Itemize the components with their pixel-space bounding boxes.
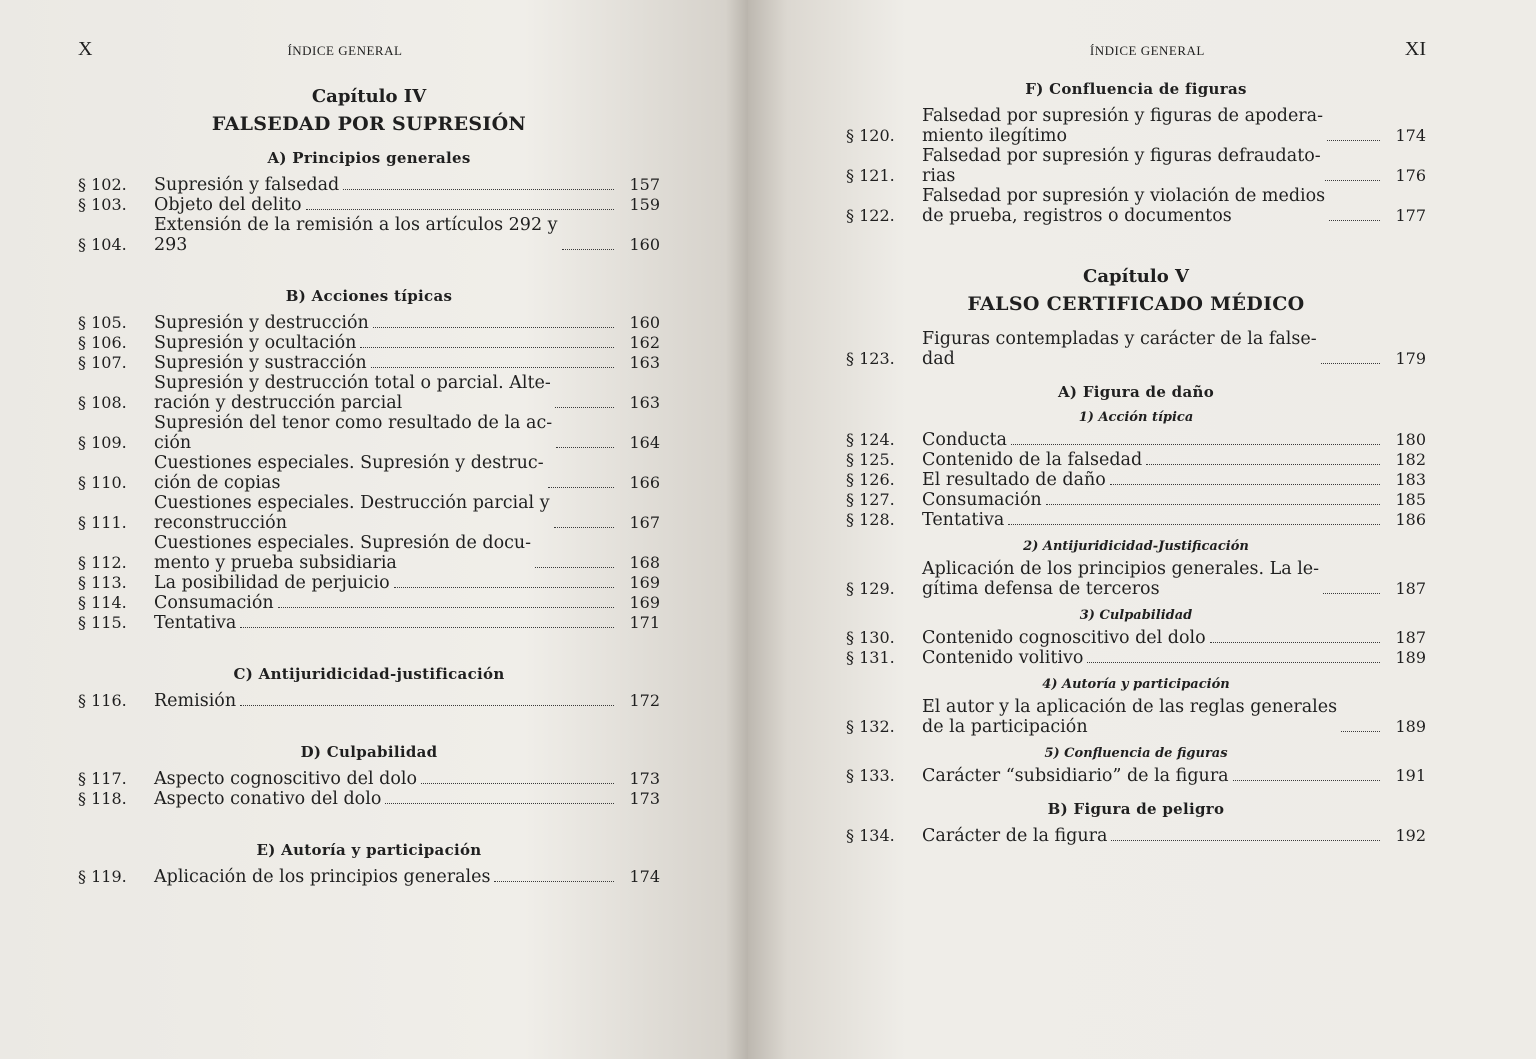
entry-title: Conducta	[922, 430, 1007, 450]
entry-title: Cuestiones especiales. Supresión de docu- mento y prueba subsidiaria	[154, 533, 532, 573]
section-heading: B) Acciones típicas	[285, 287, 453, 305]
dot-leader	[1046, 504, 1380, 505]
page-number: 177	[1395, 206, 1426, 225]
section-heading: D) Culpabilidad	[300, 743, 438, 761]
section-number: § 112.	[78, 553, 127, 572]
section-number: § 125.	[846, 450, 895, 469]
dot-leader	[240, 627, 614, 628]
entry-title: Aplicación de los principios generales	[154, 867, 491, 887]
page-number: 160	[629, 313, 660, 332]
entry-title: Supresión y ocultación	[154, 333, 357, 353]
entry-body	[922, 430, 1384, 450]
section-number: § 106.	[78, 333, 127, 352]
toc-entry	[846, 329, 1426, 369]
toc-entry	[846, 826, 1426, 846]
section-gap	[78, 809, 660, 827]
entry-body	[922, 470, 1384, 490]
subsection-heading: 5) Confluencia de figuras	[1044, 746, 1228, 761]
entry-body	[154, 789, 618, 809]
section-a-subsections	[846, 410, 1426, 786]
dot-leader	[1111, 840, 1380, 841]
dot-leader	[556, 447, 614, 448]
entry-title: Supresión y destrucción	[154, 313, 369, 333]
toc-entry	[78, 691, 660, 711]
section-number: § 131.	[846, 648, 895, 667]
entry-title: Aspecto conativo del dolo	[154, 789, 382, 809]
entry-body	[922, 766, 1384, 786]
toc-entry	[846, 628, 1426, 648]
entry-title: Cuestiones especiales. Destrucción parcial y reconstrucción	[154, 493, 550, 533]
entry-title: Consumación	[154, 593, 274, 613]
folio-left: X	[78, 38, 93, 60]
entry-title: Falsedad por supresión y figuras de apodera- miento ilegítimo	[922, 106, 1324, 146]
toc-entry	[78, 353, 660, 373]
section-number: § 102.	[78, 175, 127, 194]
dot-leader	[343, 189, 614, 190]
page-number: 168	[629, 553, 660, 572]
section-number: § 132.	[846, 717, 895, 736]
entry-title: Falsedad por supresión y figuras defraudato- rias	[922, 146, 1321, 186]
page-number: 164	[629, 433, 660, 452]
dot-leader	[385, 803, 614, 804]
entry-title: Carácter “subsidiario” de la figura	[922, 766, 1229, 786]
entry-body	[154, 867, 618, 887]
toc-entry	[78, 333, 660, 353]
section-b-entries	[846, 826, 1426, 846]
subsection-heading: 1) Acción típica	[1078, 410, 1194, 425]
section-number: § 129.	[846, 579, 895, 598]
entry-body	[154, 313, 618, 333]
entry-body	[154, 493, 618, 533]
entry-body	[154, 573, 618, 593]
dot-leader	[1329, 220, 1380, 221]
section-heading: B) Figura de peligro	[1047, 800, 1225, 818]
entry-body	[154, 533, 618, 573]
toc-entry	[846, 470, 1426, 490]
page-number: 182	[1395, 450, 1426, 469]
entry-title: Objeto del delito	[154, 195, 302, 215]
entry-body	[922, 510, 1384, 530]
page-number: 169	[629, 593, 660, 612]
entry-title: Contenido cognoscitivo del dolo	[922, 628, 1206, 648]
page-number: 187	[1395, 579, 1426, 598]
section-number: § 130.	[846, 628, 895, 647]
dot-leader	[548, 487, 614, 488]
toc-entry	[78, 493, 660, 533]
page-number: 189	[1395, 648, 1426, 667]
toc-entry	[846, 146, 1426, 186]
section-number: § 105.	[78, 313, 127, 332]
section-heading: A) Figura de daño	[1057, 383, 1214, 401]
section-number: § 121.	[846, 166, 895, 185]
subsection-heading: 3) Culpabilidad	[1079, 608, 1193, 623]
toc-entry	[78, 215, 660, 255]
dot-leader	[1327, 140, 1380, 141]
section-number: § 119.	[78, 867, 127, 886]
toc-entry	[846, 648, 1426, 668]
entry-body	[922, 697, 1384, 737]
section-number: § 118.	[78, 789, 127, 808]
section-gap	[78, 255, 660, 273]
entry-title: Consumación	[922, 490, 1042, 510]
page-number: 180	[1395, 430, 1426, 449]
entry-body	[154, 593, 618, 613]
dot-leader	[371, 367, 614, 368]
entry-title: Tentativa	[922, 510, 1005, 530]
section-heading: E) Autoría y participación	[256, 841, 482, 859]
toc-entry	[78, 313, 660, 333]
entry-body	[922, 826, 1384, 846]
dot-leader	[1210, 642, 1380, 643]
dot-leader	[421, 783, 614, 784]
entry-title: Remisión	[154, 691, 237, 711]
page-number: 163	[629, 393, 660, 412]
entry-title: Extensión de la remisión a los artículos 292 y 293	[154, 215, 558, 255]
page-number: 173	[629, 789, 660, 808]
entry-body	[922, 186, 1384, 226]
toc-entry	[846, 697, 1426, 737]
entry-body	[922, 450, 1384, 470]
chapter-label: Capítulo V	[1083, 266, 1189, 287]
entry-title: Falsedad por supresión y violación de medios de prueba, registros o documentos	[922, 186, 1326, 226]
right-page	[748, 0, 1536, 1059]
section-f-entries	[846, 106, 1426, 226]
dot-leader	[1110, 484, 1380, 485]
toc-entry	[846, 186, 1426, 226]
section-heading: C) Antijuridicidad-justificación	[233, 665, 505, 683]
entry-body	[922, 648, 1384, 668]
dot-leader	[306, 209, 614, 210]
toc-entry	[846, 766, 1426, 786]
toc-entry	[78, 867, 660, 887]
section-number: § 103.	[78, 195, 127, 214]
dot-leader	[373, 327, 614, 328]
section-number: § 122.	[846, 206, 895, 225]
page-number: 191	[1395, 766, 1426, 785]
intro-entry	[846, 329, 1426, 369]
toc-entry	[78, 413, 660, 453]
page-number: 169	[629, 573, 660, 592]
dot-leader	[394, 587, 614, 588]
dot-leader	[555, 407, 614, 408]
running-header-right	[846, 38, 1426, 74]
dot-leader	[1323, 593, 1380, 594]
page-number: 171	[629, 613, 660, 632]
left-page	[0, 0, 748, 1059]
page-number: 174	[1395, 126, 1426, 145]
section-number: § 117.	[78, 769, 127, 788]
toc-entry	[78, 453, 660, 493]
page-number: 176	[1395, 166, 1426, 185]
section-number: § 134.	[846, 826, 895, 845]
section-number: § 111.	[78, 513, 127, 532]
entry-body	[154, 195, 618, 215]
entry-title: Contenido volitivo	[922, 648, 1084, 668]
dot-leader	[1233, 780, 1380, 781]
entry-title: Aspecto cognoscitivo del dolo	[154, 769, 418, 789]
entry-body	[922, 559, 1384, 599]
entry-title: La posibilidad de perjuicio	[154, 573, 390, 593]
page-number: 185	[1395, 490, 1426, 509]
toc-entry	[78, 789, 660, 809]
entry-title: Supresión del tenor como resultado de la ac- ción	[154, 413, 553, 453]
entry-body	[922, 490, 1384, 510]
chapter-title: FALSO CERTIFICADO MÉDICO	[967, 293, 1305, 315]
running-header-left	[78, 38, 660, 74]
section-number: § 116.	[78, 691, 127, 710]
toc-entry	[78, 769, 660, 789]
page-number: 186	[1395, 510, 1426, 529]
section-number: § 114.	[78, 593, 127, 612]
entry-title: Carácter de la figura	[922, 826, 1108, 846]
entry-body	[154, 215, 618, 255]
section-number: § 120.	[846, 126, 895, 145]
entry-title: Figuras contempladas y carácter de la false- dad	[922, 329, 1317, 369]
entry-title: Contenido de la falsedad	[922, 450, 1143, 470]
entry-title: El autor y la aplicación de las reglas generales de la participación	[922, 697, 1338, 737]
chapter-title: FALSEDAD POR SUPRESIÓN	[211, 113, 527, 135]
toc-entry	[846, 106, 1426, 146]
section-number: § 115.	[78, 613, 127, 632]
page-number: 159	[629, 195, 660, 214]
entry-body	[154, 353, 618, 373]
entry-body	[922, 329, 1384, 369]
entry-body	[922, 146, 1384, 186]
dot-leader	[278, 607, 614, 608]
dot-leader	[240, 705, 614, 706]
page-number: 160	[629, 235, 660, 254]
section-heading: A) Principios generales	[267, 149, 471, 167]
toc-entry	[846, 490, 1426, 510]
toc-entry	[78, 195, 660, 215]
toc-entry	[846, 450, 1426, 470]
entry-title: Tentativa	[154, 613, 237, 633]
toc-entry	[846, 430, 1426, 450]
entry-body	[154, 769, 618, 789]
page-number: 172	[629, 691, 660, 710]
dot-leader	[562, 249, 614, 250]
subsection-heading: 2) Antijuridicidad-Justificación	[1023, 539, 1249, 554]
toc-entry	[78, 533, 660, 573]
toc-entry	[78, 373, 660, 413]
section-number: § 126.	[846, 470, 895, 489]
page-number: 167	[629, 513, 660, 532]
dot-leader	[535, 567, 614, 568]
entry-title: Aplicación de los principios generales. La le- gítima defensa de terceros	[922, 559, 1320, 599]
page-number: 173	[629, 769, 660, 788]
toc-entry	[78, 573, 660, 593]
dot-leader	[1146, 464, 1380, 465]
entry-body	[154, 453, 618, 493]
folio-right: XI	[1404, 38, 1426, 60]
dot-leader	[1008, 524, 1380, 525]
entry-body	[922, 628, 1384, 648]
toc-entry	[78, 175, 660, 195]
section-gap	[78, 633, 660, 651]
entry-title: Supresión y sustracción	[154, 353, 367, 373]
dot-leader	[360, 347, 614, 348]
toc-entry	[846, 510, 1426, 530]
section-gap	[78, 711, 660, 729]
page-number: 179	[1395, 349, 1426, 368]
dot-leader	[1325, 180, 1380, 181]
page-number: 187	[1395, 628, 1426, 647]
entry-title: Supresión y destrucción total o parcial. Alte- ración y destrucción parcial	[154, 373, 551, 413]
toc-entry	[846, 559, 1426, 599]
section-number: § 104.	[78, 235, 127, 254]
section-number: § 110.	[78, 473, 127, 492]
running-head-right: ÍNDICE GENERAL	[1089, 43, 1205, 58]
page-number: 183	[1395, 470, 1426, 489]
entry-body	[154, 613, 618, 633]
dot-leader	[1087, 662, 1380, 663]
section-number: § 109.	[78, 433, 127, 452]
dot-leader	[1321, 363, 1380, 364]
toc-entry	[78, 613, 660, 633]
page-number: 157	[629, 175, 660, 194]
section-number: § 107.	[78, 353, 127, 372]
entry-body	[154, 691, 618, 711]
dot-leader	[1011, 444, 1380, 445]
page-number: 162	[629, 333, 660, 352]
entry-body	[154, 413, 618, 453]
entry-title: El resultado de daño	[922, 470, 1106, 490]
entry-body	[154, 373, 618, 413]
dot-leader	[494, 881, 614, 882]
left-toc	[78, 149, 660, 887]
section-number: § 113.	[78, 573, 127, 592]
entry-body	[154, 175, 618, 195]
section-number: § 128.	[846, 510, 895, 529]
section-number: § 123.	[846, 349, 895, 368]
section-heading: F) Confluencia de figuras	[1025, 80, 1247, 98]
entry-body	[154, 333, 618, 353]
page-number: 163	[629, 353, 660, 372]
section-number: § 127.	[846, 490, 895, 509]
entry-title: Supresión y falsedad	[154, 175, 340, 195]
page-number: 189	[1395, 717, 1426, 736]
entry-title: Cuestiones especiales. Supresión y destruc- ción de copias	[154, 453, 544, 493]
running-head-left: ÍNDICE GENERAL	[287, 43, 403, 58]
dot-leader	[1341, 731, 1380, 732]
entry-body	[922, 106, 1384, 146]
section-number: § 124.	[846, 430, 895, 449]
section-number: § 133.	[846, 766, 895, 785]
page-number: 192	[1395, 826, 1426, 845]
page-number: 174	[629, 867, 660, 886]
page-number: 166	[629, 473, 660, 492]
section-number: § 108.	[78, 393, 127, 412]
chapter-label: Capítulo IV	[311, 86, 427, 107]
dot-leader	[554, 527, 614, 528]
toc-entry	[78, 593, 660, 613]
subsection-heading: 4) Autoría y participación	[1042, 677, 1230, 692]
